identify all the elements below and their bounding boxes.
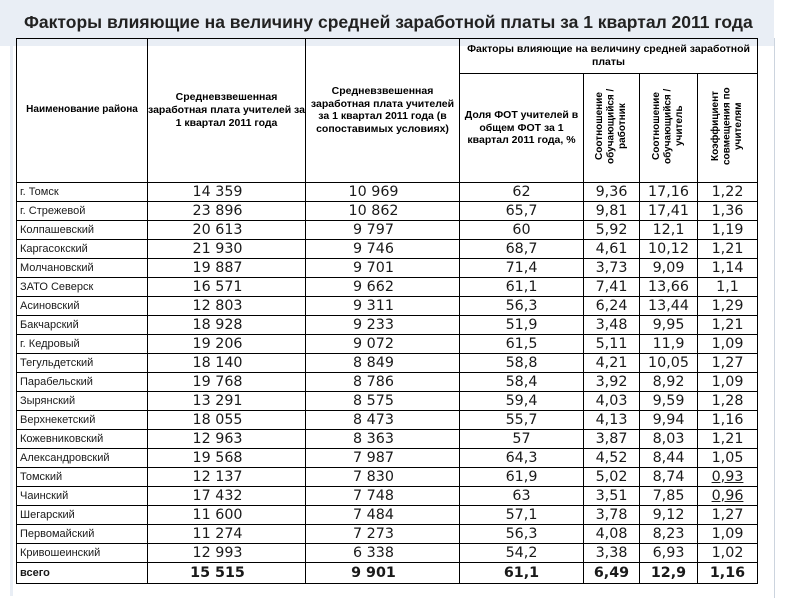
cell-salary-comparable: 10 969 [306, 182, 460, 201]
cell-district: Верхнекетский [17, 410, 148, 429]
cell-ratio-worker: 3,48 [584, 315, 640, 334]
cell-ratio-worker: 3,73 [584, 258, 640, 277]
cell-ratio-worker: 4,03 [584, 391, 640, 410]
cell-fot-share: 68,7 [460, 239, 584, 258]
cell-salary-comparable: 9 233 [306, 315, 460, 334]
cell-salary-comparable: 8 473 [306, 410, 460, 429]
cell-salary: 18 928 [148, 315, 306, 334]
cell-coef: 1,05 [698, 448, 758, 467]
cell-salary: 17 432 [148, 486, 306, 505]
cell-ratio-worker: 3,78 [584, 505, 640, 524]
cell-ratio-teacher: 9,95 [640, 315, 698, 334]
cell-ratio-teacher: 17,41 [640, 201, 698, 220]
cell-district: Бакчарский [17, 315, 148, 334]
cell-salary-comparable: 7 484 [306, 505, 460, 524]
cell-district: Тегульдетский [17, 353, 148, 372]
cell-ratio-worker: 7,41 [584, 277, 640, 296]
cell-coef: 1,36 [698, 201, 758, 220]
header-coef-combo-text: Коэффициент совмещения по учителям [710, 87, 745, 165]
cell-district: Кривошеинский [17, 543, 148, 562]
cell-ratio-worker: 4,61 [584, 239, 640, 258]
cell-coef: 1,16 [698, 410, 758, 429]
cell-salary-comparable: 9 311 [306, 296, 460, 315]
header-ratio-teacher [640, 74, 698, 183]
table-row [17, 372, 758, 391]
cell-ratio-teacher: 10,05 [640, 353, 698, 372]
cell-salary-comparable: 9 701 [306, 258, 460, 277]
cell-salary-comparable: 7 748 [306, 486, 460, 505]
cell-salary: 23 896 [148, 201, 306, 220]
cell-coef: 1,09 [698, 334, 758, 353]
cell-district: Асиновский [17, 296, 148, 315]
cell-coef: 1,28 [698, 391, 758, 410]
cell-salary: 13 291 [148, 391, 306, 410]
cell-ratio-teacher: 10,12 [640, 239, 698, 258]
cell-fot-share: 58,8 [460, 353, 584, 372]
cell-salary: 20 613 [148, 220, 306, 239]
cell-district: Колпашевский [17, 220, 148, 239]
cell-salary-comparable: 8 363 [306, 429, 460, 448]
header-name: Наименование района [17, 39, 148, 183]
table-row [17, 524, 758, 543]
cell-fot-share: 62 [460, 182, 584, 201]
cell-salary-comparable: 8 786 [306, 372, 460, 391]
cell-fot-share: 58,4 [460, 372, 584, 391]
table-row [17, 410, 758, 429]
cell-coef: 0,96 [698, 486, 758, 505]
cell-salary-comparable: 8 849 [306, 353, 460, 372]
cell-coef: 1,16 [698, 562, 758, 583]
cell-ratio-teacher: 12,9 [640, 562, 698, 583]
cell-coef: 1,21 [698, 315, 758, 334]
cell-coef: 1,21 [698, 239, 758, 258]
cell-ratio-teacher: 13,44 [640, 296, 698, 315]
table-row [17, 391, 758, 410]
table-row [17, 505, 758, 524]
header-ratio-teacher-text: Соотношение обучающийся / учитель [651, 88, 686, 164]
cell-salary-comparable: 10 862 [306, 201, 460, 220]
cell-fot-share: 56,3 [460, 296, 584, 315]
cell-ratio-teacher: 7,85 [640, 486, 698, 505]
cell-salary-comparable: 7 987 [306, 448, 460, 467]
table-row [17, 429, 758, 448]
cell-ratio-teacher: 9,09 [640, 258, 698, 277]
cell-fot-share: 63 [460, 486, 584, 505]
cell-fot-share: 64,3 [460, 448, 584, 467]
table-body [17, 182, 758, 583]
cell-coef: 1,1 [698, 277, 758, 296]
cell-district: Каргасокский [17, 239, 148, 258]
table-row [17, 334, 758, 353]
cell-coef: 0,93 [698, 467, 758, 486]
cell-coef: 1,19 [698, 220, 758, 239]
cell-salary: 12 993 [148, 543, 306, 562]
cell-salary: 15 515 [148, 562, 306, 583]
cell-fot-share: 60 [460, 220, 584, 239]
cell-ratio-worker: 6,24 [584, 296, 640, 315]
cell-coef: 1,29 [698, 296, 758, 315]
cell-salary-comparable: 9 901 [306, 562, 460, 583]
table-row [17, 201, 758, 220]
cell-ratio-worker: 4,13 [584, 410, 640, 429]
cell-ratio-worker: 3,38 [584, 543, 640, 562]
cell-ratio-teacher: 8,23 [640, 524, 698, 543]
cell-salary: 19 568 [148, 448, 306, 467]
table-row [17, 467, 758, 486]
cell-salary-comparable: 9 746 [306, 239, 460, 258]
cell-district: Кожевниковский [17, 429, 148, 448]
cell-ratio-worker: 3,51 [584, 486, 640, 505]
table-row [17, 277, 758, 296]
cell-district: Молчановский [17, 258, 148, 277]
left-accent-rule [10, 40, 13, 596]
header-factors-group: Факторы влияющие на величину средней заработной платы [460, 39, 758, 74]
cell-salary-comparable: 6 338 [306, 543, 460, 562]
cell-ratio-teacher: 11,9 [640, 334, 698, 353]
cell-fot-share: 59,4 [460, 391, 584, 410]
cell-ratio-teacher: 9,59 [640, 391, 698, 410]
cell-ratio-worker: 5,92 [584, 220, 640, 239]
cell-ratio-worker: 5,11 [584, 334, 640, 353]
salary-table [16, 38, 758, 584]
cell-district: ЗАТО Северск [17, 277, 148, 296]
header-coef-combo [698, 74, 758, 183]
cell-district: Томский [17, 467, 148, 486]
cell-ratio-teacher: 9,94 [640, 410, 698, 429]
cell-fot-share: 61,1 [460, 277, 584, 296]
table-row [17, 239, 758, 258]
cell-ratio-worker: 6,49 [584, 562, 640, 583]
cell-ratio-teacher: 8,44 [640, 448, 698, 467]
cell-ratio-teacher: 8,74 [640, 467, 698, 486]
cell-coef: 1,27 [698, 505, 758, 524]
cell-salary: 19 768 [148, 372, 306, 391]
header-ratio-worker-text: Соотношение обучающийся / работник [594, 88, 629, 164]
cell-fot-share: 61,5 [460, 334, 584, 353]
cell-salary: 19 887 [148, 258, 306, 277]
cell-ratio-worker: 4,08 [584, 524, 640, 543]
cell-fot-share: 71,4 [460, 258, 584, 277]
cell-ratio-teacher: 17,16 [640, 182, 698, 201]
cell-ratio-teacher: 9,12 [640, 505, 698, 524]
cell-coef: 1,09 [698, 524, 758, 543]
cell-ratio-worker: 9,81 [584, 201, 640, 220]
cell-district: Александровский [17, 448, 148, 467]
cell-salary: 18 055 [148, 410, 306, 429]
table-row [17, 486, 758, 505]
cell-district: Чаинский [17, 486, 148, 505]
cell-district: г. Стрежевой [17, 201, 148, 220]
cell-ratio-teacher: 8,92 [640, 372, 698, 391]
cell-salary: 12 137 [148, 467, 306, 486]
cell-coef: 1,09 [698, 372, 758, 391]
table-row [17, 448, 758, 467]
cell-fot-share: 65,7 [460, 201, 584, 220]
cell-fot-share: 56,3 [460, 524, 584, 543]
header-avg-salary-comparable: Средневзвешенная заработная плата учителей за 1 квартал 2011 года (в сопоставимых условиях) [306, 39, 460, 183]
header-avg-salary: Средневзвешенная заработная плата учителей за 1 квартал 2011 года [148, 39, 306, 183]
cell-coef: 1,02 [698, 543, 758, 562]
table-row [17, 315, 758, 334]
table-row [17, 353, 758, 372]
table-row [17, 258, 758, 277]
cell-district: г. Кедровый [17, 334, 148, 353]
right-divider [774, 38, 775, 598]
cell-salary: 16 571 [148, 277, 306, 296]
cell-coef: 1,14 [698, 258, 758, 277]
table-row [17, 543, 758, 562]
table-row [17, 220, 758, 239]
cell-salary: 11 274 [148, 524, 306, 543]
cell-salary: 19 206 [148, 334, 306, 353]
cell-fot-share: 55,7 [460, 410, 584, 429]
cell-coef: 1,27 [698, 353, 758, 372]
cell-ratio-worker: 4,21 [584, 353, 640, 372]
cell-ratio-worker: 4,52 [584, 448, 640, 467]
cell-ratio-worker: 3,92 [584, 372, 640, 391]
cell-fot-share: 54,2 [460, 543, 584, 562]
cell-salary-comparable: 8 575 [306, 391, 460, 410]
cell-salary-comparable: 9 072 [306, 334, 460, 353]
table-row [17, 182, 758, 201]
cell-salary-comparable: 9 797 [306, 220, 460, 239]
cell-salary: 12 963 [148, 429, 306, 448]
table-row [17, 296, 758, 315]
cell-salary: 11 600 [148, 505, 306, 524]
cell-ratio-worker: 3,87 [584, 429, 640, 448]
cell-district: Первомайский [17, 524, 148, 543]
cell-fot-share: 61,1 [460, 562, 584, 583]
cell-fot-share: 51,9 [460, 315, 584, 334]
cell-salary: 14 359 [148, 182, 306, 201]
cell-ratio-worker: 9,36 [584, 182, 640, 201]
page-title: Факторы влияющие на величину средней заработной платы за 1 квартал 2011 года [24, 12, 753, 32]
total-row [17, 562, 758, 583]
cell-salary: 12 803 [148, 296, 306, 315]
cell-salary: 18 140 [148, 353, 306, 372]
cell-ratio-teacher: 13,66 [640, 277, 698, 296]
cell-fot-share: 57 [460, 429, 584, 448]
cell-ratio-teacher: 6,93 [640, 543, 698, 562]
header-ratio-worker [584, 74, 640, 183]
header-fot-share: Доля ФОТ учителей в общем ФОТ за 1 квартал 2011 года, % [460, 74, 584, 183]
cell-ratio-teacher: 12,1 [640, 220, 698, 239]
cell-salary-comparable: 7 830 [306, 467, 460, 486]
cell-ratio-worker: 5,02 [584, 467, 640, 486]
cell-coef: 1,21 [698, 429, 758, 448]
cell-salary-comparable: 9 662 [306, 277, 460, 296]
cell-district: Парабельский [17, 372, 148, 391]
cell-district: Шегарский [17, 505, 148, 524]
cell-district: г. Томск [17, 182, 148, 201]
cell-fot-share: 57,1 [460, 505, 584, 524]
cell-salary-comparable: 7 273 [306, 524, 460, 543]
cell-coef: 1,22 [698, 182, 758, 201]
cell-ratio-teacher: 8,03 [640, 429, 698, 448]
cell-district: всего [17, 562, 148, 583]
cell-district: Зырянский [17, 391, 148, 410]
cell-salary: 21 930 [148, 239, 306, 258]
cell-fot-share: 61,9 [460, 467, 584, 486]
